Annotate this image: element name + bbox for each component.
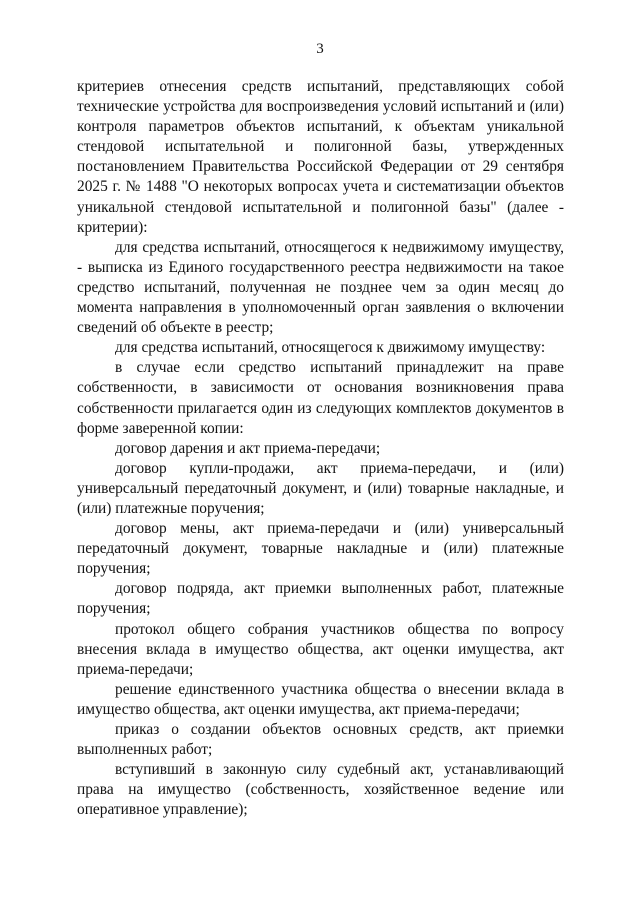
paragraph: договор дарения и акт приема-передачи; — [115, 439, 381, 457]
page-number: 3 — [316, 41, 324, 57]
paragraph: в случае если средство испытаний принадлежит на праве собственности, в зависимости от основания возникновения права собственности прилагается один из следующих комплектов документов в форме заверенной копии: — [77, 359, 564, 437]
paragraph: договор мены, акт приема-передачи и (или) универсальный передаточный документ, товарные накладные и (или) платежные поручения; — [77, 520, 564, 578]
document-body — [77, 77, 564, 820]
paragraph: критериев отнесения средств испытаний, представляющих собой технические устройства для воспроизведения условий испытаний и (или) контроля параметров объектов испытаний, к объектам уникальной стендовой испытательной и полигонной базы, утвержденных постановлением Правительства Российской Федерации от 29 сентября 2025 г. № 1488 "О некоторых вопросах учета и систематизации объектов уникальной стендовой испытательной и полигонной базы" (далее - критерии): — [77, 78, 564, 236]
paragraph: решение единственного участника общества о внесении вклада в имущество общества, акт оценки имущества, акт приема-передачи; — [77, 680, 564, 718]
paragraph: вступивший в законную силу судебный акт, устанавливающий права на имущество (собственность, хозяйственное ведение или оперативное управление); — [77, 761, 564, 819]
paragraph: протокол общего собрания участников общества по вопросу внесения вклада в имущество общества, акт оценки имущества, акт приема-передачи; — [77, 620, 564, 678]
paragraph: договор подряда, акт приемки выполненных работ, платежные поручения; — [77, 580, 564, 618]
paragraph: для средства испытаний, относящегося к недвижимому имуществу, - выписка из Единого государственного реестра недвижимости на такое средство испытаний, полученная не позднее чем за один месяц до момента направления в уполномоченный орган заявления о включении сведений об объекте в реестр; — [77, 238, 564, 337]
paragraph: приказ о создании объектов основных средств, акт приемки выполненных работ; — [77, 721, 564, 759]
paragraph: для средства испытаний, относящегося к движимому имуществу: — [115, 339, 546, 357]
paragraph: договор купли-продажи, акт приема-передачи, и (или) универсальный передаточный документ, и (или) товарные накладные, и (или) платежные поручения; — [77, 459, 564, 517]
